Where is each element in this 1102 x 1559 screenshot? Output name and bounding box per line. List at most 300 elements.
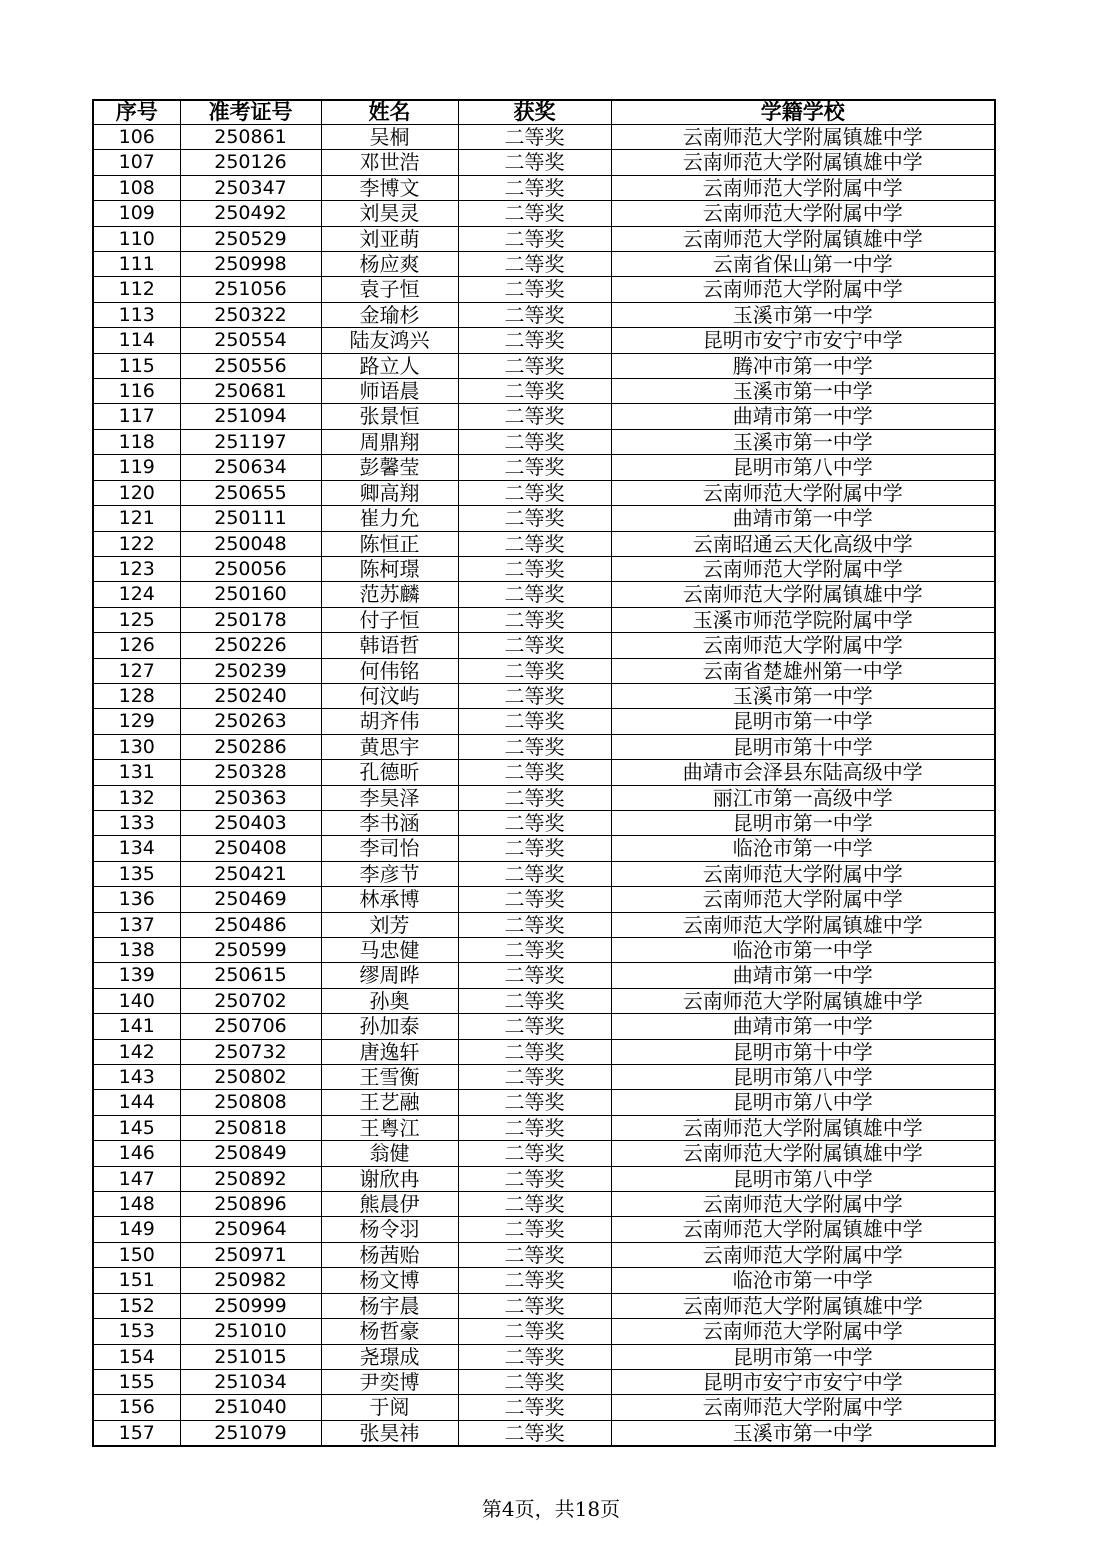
cell-exam-id: 250702	[180, 988, 321, 1013]
cell-school: 云南师范大学附属镇雄中学	[611, 1115, 995, 1140]
cell-name: 何伟铭	[321, 658, 458, 683]
table-row	[93, 455, 995, 480]
cell-name: 李彦节	[321, 861, 458, 886]
cell-award: 二等奖	[458, 277, 611, 302]
cell-exam-id: 250111	[180, 506, 321, 531]
cell-name: 金瑜杉	[321, 302, 458, 327]
cell-school: 云南师范大学附属中学	[611, 887, 995, 912]
cell-exam-id: 251079	[180, 1420, 321, 1446]
cell-exam-id: 250861	[180, 125, 321, 150]
cell-index: 149	[93, 1217, 180, 1242]
cell-index: 117	[93, 404, 180, 429]
header-row	[93, 100, 995, 125]
cell-index: 106	[93, 125, 180, 150]
cell-index: 156	[93, 1395, 180, 1420]
cell-school: 昆明市第一中学	[611, 709, 995, 734]
table-row	[93, 125, 995, 150]
cell-name: 陆友鸿兴	[321, 328, 458, 353]
cell-school: 昆明市第十中学	[611, 1039, 995, 1064]
cell-name: 缪周晔	[321, 963, 458, 988]
cell-award: 二等奖	[458, 607, 611, 632]
table-row	[93, 531, 995, 556]
cell-school: 昆明市第八中学	[611, 1166, 995, 1191]
table-row	[93, 760, 995, 785]
cell-award: 二等奖	[458, 658, 611, 683]
cell-name: 邓世浩	[321, 150, 458, 175]
cell-index: 126	[93, 633, 180, 658]
cell-index: 125	[93, 607, 180, 632]
cell-exam-id: 250849	[180, 1141, 321, 1166]
cell-name: 陈柯璟	[321, 556, 458, 581]
cell-award: 二等奖	[458, 1344, 611, 1369]
table-row	[93, 1293, 995, 1318]
cell-exam-id: 251197	[180, 429, 321, 454]
cell-name: 尹奕博	[321, 1369, 458, 1394]
cell-exam-id: 250056	[180, 556, 321, 581]
cell-award: 二等奖	[458, 810, 611, 835]
cell-exam-id: 251094	[180, 404, 321, 429]
table-row	[93, 861, 995, 886]
cell-exam-id: 250239	[180, 658, 321, 683]
cell-school: 云南师范大学附属中学	[611, 1319, 995, 1344]
table-row	[93, 1369, 995, 1394]
cell-index: 121	[93, 506, 180, 531]
cell-name: 刘昊灵	[321, 201, 458, 226]
cell-index: 129	[93, 709, 180, 734]
cell-exam-id: 250818	[180, 1115, 321, 1140]
cell-award: 二等奖	[458, 963, 611, 988]
cell-school: 昆明市第一中学	[611, 1344, 995, 1369]
cell-award: 二等奖	[458, 379, 611, 404]
cell-exam-id: 250556	[180, 353, 321, 378]
cell-exam-id: 250363	[180, 785, 321, 810]
cell-name: 李昊泽	[321, 785, 458, 810]
cell-index: 151	[93, 1268, 180, 1293]
cell-exam-id: 250615	[180, 963, 321, 988]
cell-name: 谢欣冉	[321, 1166, 458, 1191]
cell-award: 二等奖	[458, 353, 611, 378]
cell-award: 二等奖	[458, 1115, 611, 1140]
cell-name: 何汶屿	[321, 683, 458, 708]
cell-index: 119	[93, 455, 180, 480]
cell-exam-id: 250634	[180, 455, 321, 480]
table-row	[93, 379, 995, 404]
cell-school: 云南师范大学附属中学	[611, 1192, 995, 1217]
table-row	[93, 1344, 995, 1369]
cell-index: 114	[93, 328, 180, 353]
cell-name: 张昊祎	[321, 1420, 458, 1446]
cell-award: 二等奖	[458, 861, 611, 886]
cell-index: 152	[93, 1293, 180, 1318]
cell-award: 二等奖	[458, 1065, 611, 1090]
cell-name: 孙加泰	[321, 1014, 458, 1039]
cell-school: 丽江市第一高级中学	[611, 785, 995, 810]
cell-exam-id: 250681	[180, 379, 321, 404]
table-row	[93, 1319, 995, 1344]
table-row	[93, 1395, 995, 1420]
cell-award: 二等奖	[458, 125, 611, 150]
cell-name: 周鼎翔	[321, 429, 458, 454]
cell-award: 二等奖	[458, 302, 611, 327]
cell-school: 云南师范大学附属中学	[611, 175, 995, 200]
header-exam-id: 准考证号	[180, 100, 321, 125]
cell-exam-id: 250971	[180, 1242, 321, 1267]
cell-exam-id: 250160	[180, 582, 321, 607]
cell-award: 二等奖	[458, 455, 611, 480]
cell-index: 107	[93, 150, 180, 175]
cell-name: 杨令羽	[321, 1217, 458, 1242]
cell-award: 二等奖	[458, 912, 611, 937]
cell-school: 临沧市第一中学	[611, 1268, 995, 1293]
cell-index: 124	[93, 582, 180, 607]
cell-index: 111	[93, 252, 180, 277]
cell-exam-id: 250492	[180, 201, 321, 226]
cell-index: 132	[93, 785, 180, 810]
table-row	[93, 556, 995, 581]
table-row	[93, 785, 995, 810]
cell-exam-id: 250126	[180, 150, 321, 175]
cell-exam-id: 250655	[180, 480, 321, 505]
table-row	[93, 1115, 995, 1140]
cell-exam-id: 251010	[180, 1319, 321, 1344]
cell-name: 袁子恒	[321, 277, 458, 302]
cell-exam-id: 250328	[180, 760, 321, 785]
table-row	[93, 607, 995, 632]
cell-award: 二等奖	[458, 760, 611, 785]
cell-index: 147	[93, 1166, 180, 1191]
cell-school: 曲靖市第一中学	[611, 963, 995, 988]
cell-name: 范苏麟	[321, 582, 458, 607]
cell-name: 马忠健	[321, 938, 458, 963]
cell-award: 二等奖	[458, 226, 611, 251]
table-body	[93, 125, 995, 1447]
cell-name: 刘芳	[321, 912, 458, 937]
cell-school: 曲靖市第一中学	[611, 506, 995, 531]
cell-school: 云南师范大学附属镇雄中学	[611, 1217, 995, 1242]
cell-award: 二等奖	[458, 480, 611, 505]
cell-school: 云南师范大学附属镇雄中学	[611, 582, 995, 607]
cell-name: 熊晨伊	[321, 1192, 458, 1217]
cell-name: 李司怡	[321, 836, 458, 861]
table-row	[93, 302, 995, 327]
cell-award: 二等奖	[458, 633, 611, 658]
cell-award: 二等奖	[458, 1242, 611, 1267]
table-row	[93, 1420, 995, 1446]
cell-school: 云南师范大学附属镇雄中学	[611, 226, 995, 251]
cell-award: 二等奖	[458, 1395, 611, 1420]
cell-award: 二等奖	[458, 175, 611, 200]
cell-award: 二等奖	[458, 1268, 611, 1293]
cell-exam-id: 250599	[180, 938, 321, 963]
cell-award: 二等奖	[458, 429, 611, 454]
cell-index: 123	[93, 556, 180, 581]
cell-name: 杨茜贻	[321, 1242, 458, 1267]
cell-school: 昆明市第八中学	[611, 1090, 995, 1115]
cell-name: 彭馨莹	[321, 455, 458, 480]
cell-school: 曲靖市第一中学	[611, 404, 995, 429]
cell-award: 二等奖	[458, 1420, 611, 1446]
header-name: 姓名	[321, 100, 458, 125]
cell-name: 付子恒	[321, 607, 458, 632]
cell-exam-id: 250486	[180, 912, 321, 937]
cell-award: 二等奖	[458, 252, 611, 277]
cell-exam-id: 250469	[180, 887, 321, 912]
cell-award: 二等奖	[458, 1014, 611, 1039]
cell-award: 二等奖	[458, 887, 611, 912]
cell-index: 118	[93, 429, 180, 454]
cell-award: 二等奖	[458, 150, 611, 175]
cell-name: 杨宇晨	[321, 1293, 458, 1318]
cell-name: 杨文博	[321, 1268, 458, 1293]
cell-award: 二等奖	[458, 556, 611, 581]
cell-index: 139	[93, 963, 180, 988]
cell-award: 二等奖	[458, 582, 611, 607]
cell-school: 昆明市安宁市安宁中学	[611, 328, 995, 353]
table-row	[93, 836, 995, 861]
cell-name: 吴桐	[321, 125, 458, 150]
table-row	[93, 1217, 995, 1242]
cell-exam-id: 250178	[180, 607, 321, 632]
cell-name: 张景恒	[321, 404, 458, 429]
cell-index: 143	[93, 1065, 180, 1090]
cell-award: 二等奖	[458, 1090, 611, 1115]
cell-school: 云南师范大学附属镇雄中学	[611, 988, 995, 1013]
table-row	[93, 887, 995, 912]
cell-school: 临沧市第一中学	[611, 938, 995, 963]
cell-school: 玉溪市第一中学	[611, 683, 995, 708]
cell-exam-id: 250240	[180, 683, 321, 708]
cell-index: 128	[93, 683, 180, 708]
cell-school: 玉溪市第一中学	[611, 1420, 995, 1446]
table-row	[93, 963, 995, 988]
table-row	[93, 1014, 995, 1039]
cell-name: 李书涵	[321, 810, 458, 835]
cell-name: 路立人	[321, 353, 458, 378]
cell-index: 115	[93, 353, 180, 378]
cell-award: 二等奖	[458, 531, 611, 556]
table-row	[93, 1192, 995, 1217]
table-row	[93, 1065, 995, 1090]
cell-index: 154	[93, 1344, 180, 1369]
cell-school: 云南师范大学附属中学	[611, 861, 995, 886]
cell-school: 玉溪市第一中学	[611, 379, 995, 404]
table-header	[93, 100, 995, 125]
cell-school: 腾冲市第一中学	[611, 353, 995, 378]
cell-name: 尧璟成	[321, 1344, 458, 1369]
table-row	[93, 988, 995, 1013]
cell-school: 云南省保山第一中学	[611, 252, 995, 277]
table-row	[93, 201, 995, 226]
cell-exam-id: 251056	[180, 277, 321, 302]
cell-index: 116	[93, 379, 180, 404]
table-row	[93, 252, 995, 277]
cell-name: 孔德昕	[321, 760, 458, 785]
cell-index: 120	[93, 480, 180, 505]
table-row	[93, 734, 995, 759]
cell-name: 王雪衡	[321, 1065, 458, 1090]
cell-award: 二等奖	[458, 709, 611, 734]
cell-school: 昆明市安宁市安宁中学	[611, 1369, 995, 1394]
cell-index: 138	[93, 938, 180, 963]
cell-exam-id: 250421	[180, 861, 321, 886]
cell-school: 云南师范大学附属镇雄中学	[611, 150, 995, 175]
table-row	[93, 1090, 995, 1115]
cell-index: 157	[93, 1420, 180, 1446]
table-row	[93, 1268, 995, 1293]
cell-index: 144	[93, 1090, 180, 1115]
table-row	[93, 810, 995, 835]
cell-index: 113	[93, 302, 180, 327]
cell-school: 临沧市第一中学	[611, 836, 995, 861]
cell-school: 曲靖市第一中学	[611, 1014, 995, 1039]
cell-index: 112	[93, 277, 180, 302]
awards-table	[92, 99, 996, 1447]
cell-exam-id: 250802	[180, 1065, 321, 1090]
cell-award: 二等奖	[458, 785, 611, 810]
awards-table-container	[92, 99, 994, 1447]
cell-index: 135	[93, 861, 180, 886]
cell-award: 二等奖	[458, 1141, 611, 1166]
cell-name: 杨应爽	[321, 252, 458, 277]
cell-index: 148	[93, 1192, 180, 1217]
cell-index: 133	[93, 810, 180, 835]
table-row	[93, 150, 995, 175]
cell-award: 二等奖	[458, 988, 611, 1013]
cell-exam-id: 250896	[180, 1192, 321, 1217]
cell-index: 130	[93, 734, 180, 759]
cell-school: 云南师范大学附属中学	[611, 277, 995, 302]
cell-index: 141	[93, 1014, 180, 1039]
cell-school: 云南师范大学附属中学	[611, 201, 995, 226]
table-row	[93, 709, 995, 734]
cell-school: 玉溪市第一中学	[611, 429, 995, 454]
cell-school: 玉溪市第一中学	[611, 302, 995, 327]
cell-exam-id: 251015	[180, 1344, 321, 1369]
cell-school: 云南师范大学附属镇雄中学	[611, 1293, 995, 1318]
table-row	[93, 1242, 995, 1267]
cell-award: 二等奖	[458, 1217, 611, 1242]
cell-school: 云南省楚雄州第一中学	[611, 658, 995, 683]
cell-award: 二等奖	[458, 836, 611, 861]
cell-exam-id: 250732	[180, 1039, 321, 1064]
cell-name: 陈恒正	[321, 531, 458, 556]
cell-index: 142	[93, 1039, 180, 1064]
cell-award: 二等奖	[458, 1319, 611, 1344]
cell-award: 二等奖	[458, 1039, 611, 1064]
cell-award: 二等奖	[458, 683, 611, 708]
table-row	[93, 582, 995, 607]
cell-school: 曲靖市会泽县东陆高级中学	[611, 760, 995, 785]
table-row	[93, 506, 995, 531]
header-school: 学籍学校	[611, 100, 995, 125]
cell-name: 唐逸轩	[321, 1039, 458, 1064]
cell-name: 师语晨	[321, 379, 458, 404]
cell-index: 131	[93, 760, 180, 785]
cell-exam-id: 250529	[180, 226, 321, 251]
page-number: 第4页，共18页	[481, 1497, 621, 1521]
cell-name: 胡齐伟	[321, 709, 458, 734]
cell-school: 云南师范大学附属中学	[611, 556, 995, 581]
table-row	[93, 633, 995, 658]
table-row	[93, 658, 995, 683]
cell-index: 153	[93, 1319, 180, 1344]
cell-name: 李博文	[321, 175, 458, 200]
cell-index: 155	[93, 1369, 180, 1394]
cell-exam-id: 250808	[180, 1090, 321, 1115]
cell-exam-id: 250048	[180, 531, 321, 556]
table-row	[93, 480, 995, 505]
cell-index: 145	[93, 1115, 180, 1140]
table-row	[93, 353, 995, 378]
table-row	[93, 683, 995, 708]
cell-name: 于阅	[321, 1395, 458, 1420]
cell-name: 韩语哲	[321, 633, 458, 658]
cell-award: 二等奖	[458, 734, 611, 759]
table-row	[93, 1141, 995, 1166]
cell-exam-id: 250226	[180, 633, 321, 658]
cell-school: 昆明市第八中学	[611, 455, 995, 480]
cell-school: 云南师范大学附属中学	[611, 1242, 995, 1267]
cell-index: 140	[93, 988, 180, 1013]
cell-award: 二等奖	[458, 506, 611, 531]
table-row	[93, 1166, 995, 1191]
cell-exam-id: 250999	[180, 1293, 321, 1318]
cell-index: 150	[93, 1242, 180, 1267]
cell-school: 云南师范大学附属中学	[611, 1395, 995, 1420]
cell-exam-id: 250263	[180, 709, 321, 734]
table-row	[93, 404, 995, 429]
cell-name: 卿高翔	[321, 480, 458, 505]
cell-exam-id: 250403	[180, 810, 321, 835]
cell-school: 昆明市第一中学	[611, 810, 995, 835]
table-row	[93, 912, 995, 937]
cell-school: 云南昭通云天化高级中学	[611, 531, 995, 556]
cell-school: 云南师范大学附属镇雄中学	[611, 1141, 995, 1166]
cell-index: 122	[93, 531, 180, 556]
cell-exam-id: 250554	[180, 328, 321, 353]
cell-exam-id: 251040	[180, 1395, 321, 1420]
table-row	[93, 277, 995, 302]
cell-exam-id: 250322	[180, 302, 321, 327]
table-row	[93, 175, 995, 200]
cell-index: 136	[93, 887, 180, 912]
cell-index: 109	[93, 201, 180, 226]
cell-index: 137	[93, 912, 180, 937]
cell-name: 林承博	[321, 887, 458, 912]
cell-exam-id: 250998	[180, 252, 321, 277]
cell-award: 二等奖	[458, 404, 611, 429]
cell-exam-id: 250982	[180, 1268, 321, 1293]
cell-school: 昆明市第十中学	[611, 734, 995, 759]
table-row	[93, 938, 995, 963]
cell-name: 王粤江	[321, 1115, 458, 1140]
cell-name: 崔力允	[321, 506, 458, 531]
cell-award: 二等奖	[458, 201, 611, 226]
header-index: 序号	[93, 100, 180, 125]
cell-name: 黄思宇	[321, 734, 458, 759]
cell-school: 云南师范大学附属中学	[611, 633, 995, 658]
cell-exam-id: 251034	[180, 1369, 321, 1394]
cell-exam-id: 250286	[180, 734, 321, 759]
table-row	[93, 328, 995, 353]
cell-school: 昆明市第八中学	[611, 1065, 995, 1090]
cell-award: 二等奖	[458, 328, 611, 353]
cell-award: 二等奖	[458, 1293, 611, 1318]
cell-index: 110	[93, 226, 180, 251]
cell-name: 王艺融	[321, 1090, 458, 1115]
header-award: 获奖	[458, 100, 611, 125]
cell-award: 二等奖	[458, 1166, 611, 1191]
